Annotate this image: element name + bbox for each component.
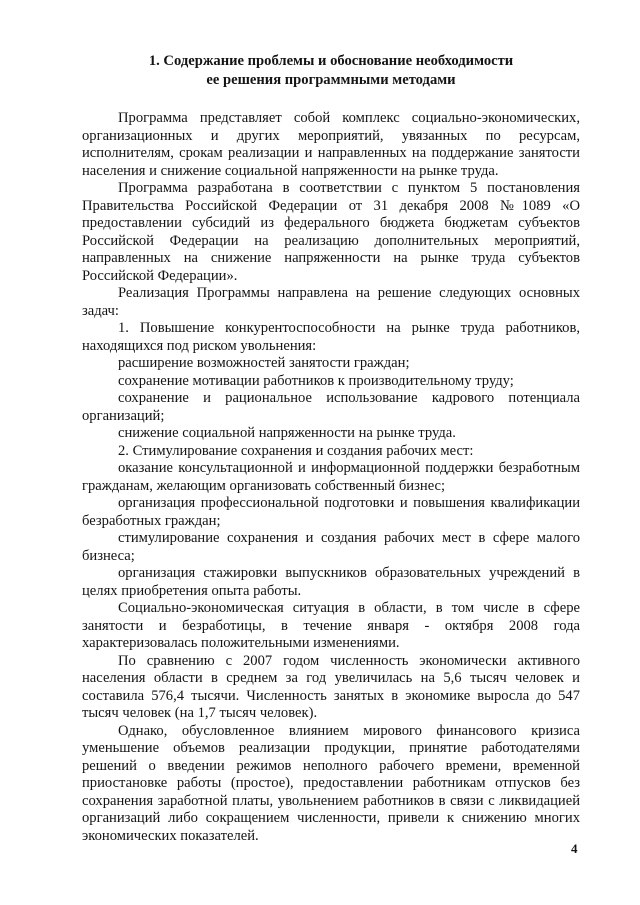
paragraph-basis: Программа разработана в соответствии с пунктом 5 постановления Правительства Российской Федерации от 31 декабря 2008 №1089 «О предоставлении субсидий из федерального бюджета бюджетам субъектов Российской Федерации на реализацию дополнительных мероприятий, направленных на снижение напряженности на рынке труда субъектов Российской Федерации». [82,180,580,284]
task-2-item: оказание консультационной и информационной поддержки безработным гражданам, желающим организовать собственный бизнес; [82,460,580,494]
paragraph-crisis: Однако, обусловленное влиянием мирового финансового кризиса уменьшение объемов реализации продукции, принятие работодателями решений о введении режимов неполного рабочего времени, временной приостановке работы (простое), предоставлении работникам отпусков без сохранения заработной платы, увольнением работников в связи с ликвидацией организаций либо сокращением численности, привели к снижению многих экономических показателей. [82,722,580,844]
section-heading [82,52,580,90]
task-2-item: стимулирование сохранения и создания рабочих мест в сфере малого бизнеса; [82,530,580,564]
task-1-item: сохранение и рациональное использование кадрового потенциала организаций; [82,390,580,424]
task-1-item: снижение социальной напряженности на рынке труда. [118,425,456,441]
paragraph-tasks-intro: Реализация Программы направлена на решение следующих основных задач: [82,285,580,319]
section-heading-line-1: 1. Содержание проблемы и обоснование необходимости [148,53,514,69]
task-1-item: сохранение мотивации работников к производительному труду; [118,372,514,389]
task-1: 1. Повышение конкурентоспособности на рынке труда работников, находящихся под риском увольнения: [82,320,580,354]
paragraph-comparison: По сравнению с 2007 годом численность экономически активного населения области в среднем за год увеличилась на 5,6 тысяч человек и составила 576,4 тысячи. Численность занятых в экономике выросла до 547 тысяч человек (на 1,7 тысяч человек). [82,652,580,721]
paragraph-intro: Программа представляет собой комплекс социально-экономических, организационных и других мероприятий, увязанных по ресурсам, исполнителям, срокам реализации и направленных на поддержание занятости населения и снижение социальной напряженности на рынке труда. [82,110,580,179]
task-1-item: расширение возможностей занятости граждан; [118,355,410,371]
task-2: 2. Стимулирование сохранения и создания рабочих мест: [118,442,474,459]
page-number: 4 [571,841,578,856]
document-body [82,110,580,845]
paragraph-situation: Социально-экономическая ситуация в области, в том числе в сфере занятости и безработицы, в течение января - октября 2008 года характеризовалась положительными изменениями. [82,600,580,651]
task-2-item: организация профессиональной подготовки и повышения квалификации безработных граждан; [82,495,580,529]
task-2-item: организация стажировки выпускников образовательных учреждений в целях приобретения опыта работы. [82,565,580,599]
section-heading-line-2: ее решения программными методами [206,72,456,88]
